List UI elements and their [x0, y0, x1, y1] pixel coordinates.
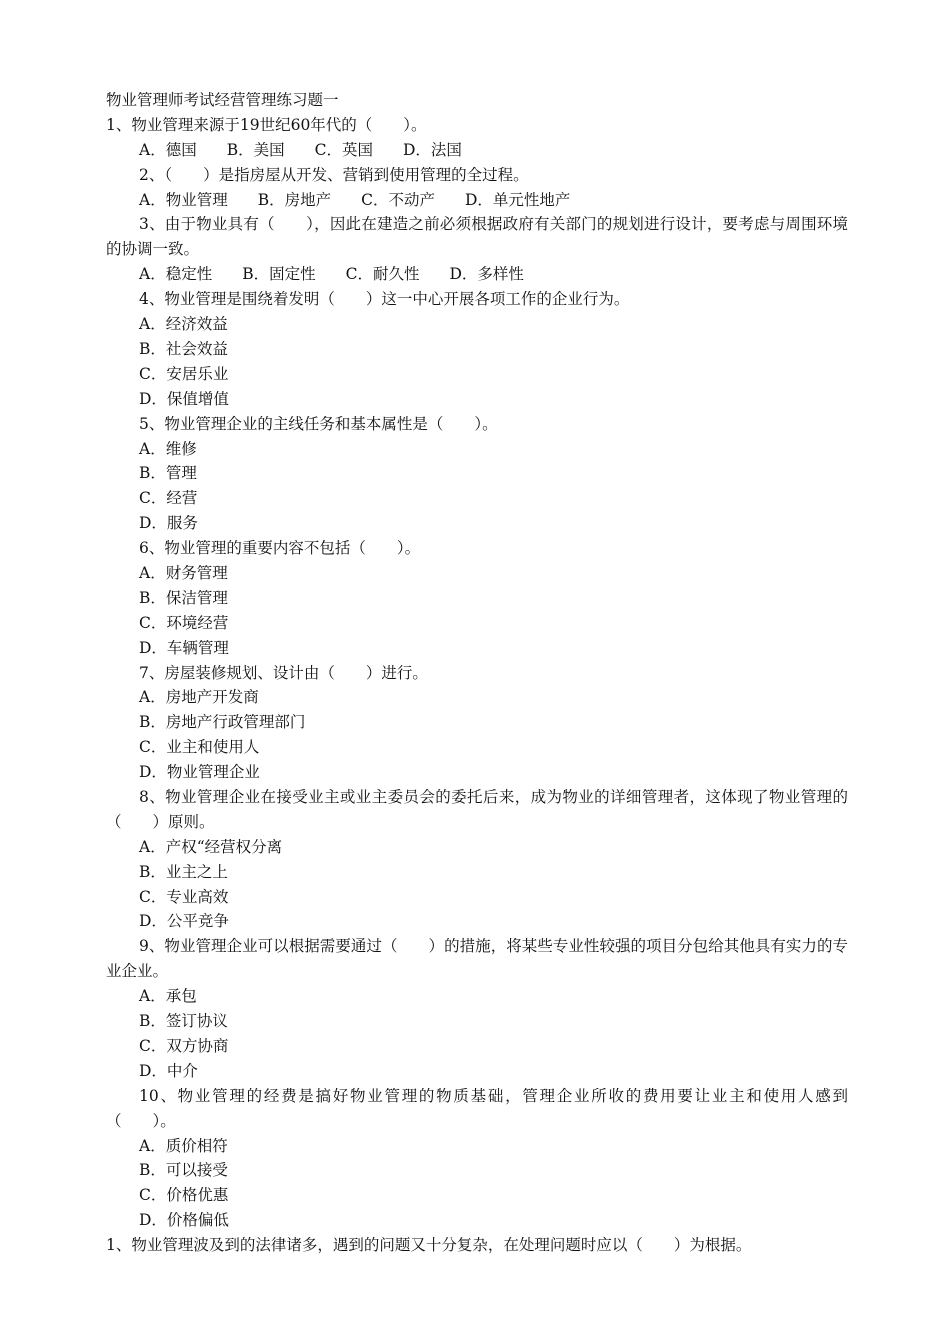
option-d: D．价格偏低	[139, 1211, 229, 1230]
document-title: 物业管理师考试经营管理练习题一	[106, 91, 339, 109]
question-1-options	[106, 138, 848, 163]
option-d: D．车辆管理	[139, 638, 229, 657]
option-c: C．业主和使用人	[139, 738, 260, 757]
option-a: A．产权“经营权分离	[139, 837, 283, 856]
option-b: B．固定性	[242, 265, 316, 284]
option-c: C．专业高效	[139, 887, 229, 906]
option-b: B．签订协议	[139, 1012, 228, 1031]
option-a: A．承包	[139, 987, 197, 1006]
question-1: 1、物业管理来源于19世纪60年代的（ ）。	[106, 115, 427, 134]
option-c: C．安居乐业	[139, 364, 229, 383]
document-page	[106, 88, 848, 1258]
option-a: A．经济效益	[139, 315, 228, 334]
option-d: D．单元性地产	[464, 190, 571, 209]
option-d: D．多样性	[449, 265, 524, 284]
question-7: 7、房屋装修规划、设计由（ ）进行。	[139, 663, 428, 682]
option-d: D．保值增值	[139, 389, 229, 408]
question-3-text: 3、由于物业具有（ ），因此在建造之前必须根据政府有关部门的规划进行设计，要考虑与周围环境的协调一致。	[106, 215, 848, 259]
question-6: 6、物业管理的重要内容不包括（ ）。	[139, 539, 421, 558]
option-a: A．德国	[139, 140, 197, 159]
option-a: A．质价相符	[139, 1136, 228, 1155]
question-11: 1、物业管理波及到的法律诸多，遇到的问题又十分复杂，在处理问题时应以（ ）为根据。	[106, 1236, 752, 1255]
option-b: B．美国	[226, 140, 285, 159]
option-c: C．经营	[139, 489, 198, 508]
option-b: B．保洁管理	[139, 588, 228, 607]
option-c: C．英国	[314, 140, 373, 159]
question-4: 4、物业管理是围绕着发明（ ）这一中心开展各项工作的企业行为。	[139, 290, 630, 309]
option-d: D．公平竞争	[139, 912, 229, 931]
option-d: D．中介	[139, 1061, 198, 1080]
question-10: 10、物业管理的经费是搞好物业管理的物质基础，管理企业所收的费用要让业主和使用人感到（ ）。	[106, 1086, 848, 1130]
option-d: D．法国	[402, 140, 462, 159]
option-c: C．耐久性	[345, 265, 420, 284]
option-d: D．服务	[139, 514, 198, 533]
question-9: 9、物业管理企业可以根据需要通过（ ）的措施，将某些专业性较强的项目分包给其他具有实力的专业企业。	[106, 937, 848, 981]
question-8: 8、物业管理企业在接受业主或业主委员会的委托后来，成为物业的详细管理者，这体现了物业管理的（ ）原则。	[106, 787, 848, 831]
option-c: C．双方协商	[139, 1036, 229, 1055]
option-c: C．价格优惠	[139, 1186, 229, 1205]
option-b: B．管理	[139, 464, 197, 483]
option-c: C．不动产	[361, 190, 435, 209]
option-a: A．物业管理	[139, 190, 228, 209]
question-2-options	[106, 188, 848, 213]
question-3-options	[106, 262, 848, 287]
option-b: B．社会效益	[139, 339, 228, 358]
question-3	[106, 212, 848, 262]
option-b: B．可以接受	[139, 1161, 228, 1180]
option-b: B．房地产	[257, 190, 332, 209]
option-a: A．维修	[139, 439, 197, 458]
option-a: A．稳定性	[139, 265, 213, 284]
option-c: C．环境经营	[139, 613, 229, 632]
option-a: A．房地产开发商	[139, 688, 259, 707]
question-2: 2、（ ）是指房屋从开发、营销到使用管理的全过程。	[139, 165, 529, 184]
option-d: D．物业管理企业	[139, 763, 260, 782]
question-5: 5、物业管理企业的主线任务和基本属性是（ ）。	[139, 414, 498, 433]
option-b: B．房地产行政管理部门	[139, 713, 306, 732]
option-a: A．财务管理	[139, 563, 228, 582]
option-b: B．业主之上	[139, 862, 228, 881]
